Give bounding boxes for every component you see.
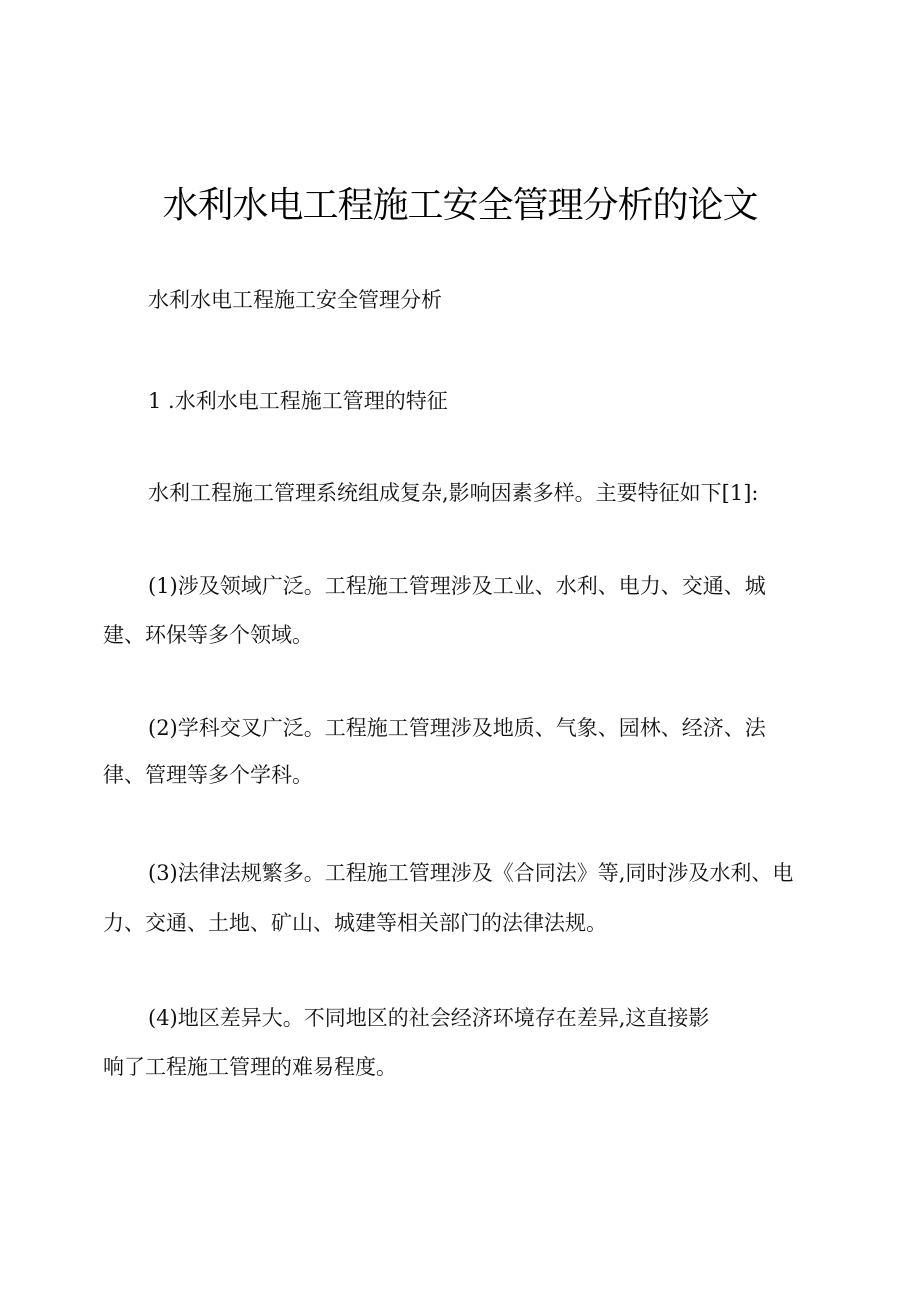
feature-4-line-2: 响了工程施工管理的难易程度。 — [103, 1055, 397, 1079]
feature-4-line-1: (4)地区差异大。不同地区的社会经济环境存在差异,这直接影 — [148, 1006, 710, 1030]
feature-3-line-1: (3)法律法规繁多。工程施工管理涉及《合同法》等,同时涉及水利、电 — [148, 861, 794, 885]
section-heading: 1 .水利水电工程施工管理的特征 — [148, 389, 448, 413]
intro-paragraph: 水利工程施工管理系统组成复杂,影响因素多样。主要特征如下[1]: — [148, 481, 759, 505]
feature-1-line-1: (1)涉及领域广泛。工程施工管理涉及工业、水利、电力、交通、城 — [148, 574, 766, 598]
feature-1-line-2: 建、环保等多个领域。 — [103, 623, 313, 647]
feature-2-line-2: 律、管理等多个学科。 — [103, 763, 313, 787]
paper-subtitle: 水利水电工程施工安全管理分析 — [148, 288, 442, 312]
feature-3-line-2: 力、交通、土地、矿山、城建等相关部门的法律法规。 — [103, 911, 607, 935]
document-title: 水利水电工程施工安全管理分析的论文 — [162, 185, 758, 226]
feature-2-line-1: (2)学科交叉广泛。工程施工管理涉及地质、气象、园林、经济、法 — [148, 716, 766, 740]
